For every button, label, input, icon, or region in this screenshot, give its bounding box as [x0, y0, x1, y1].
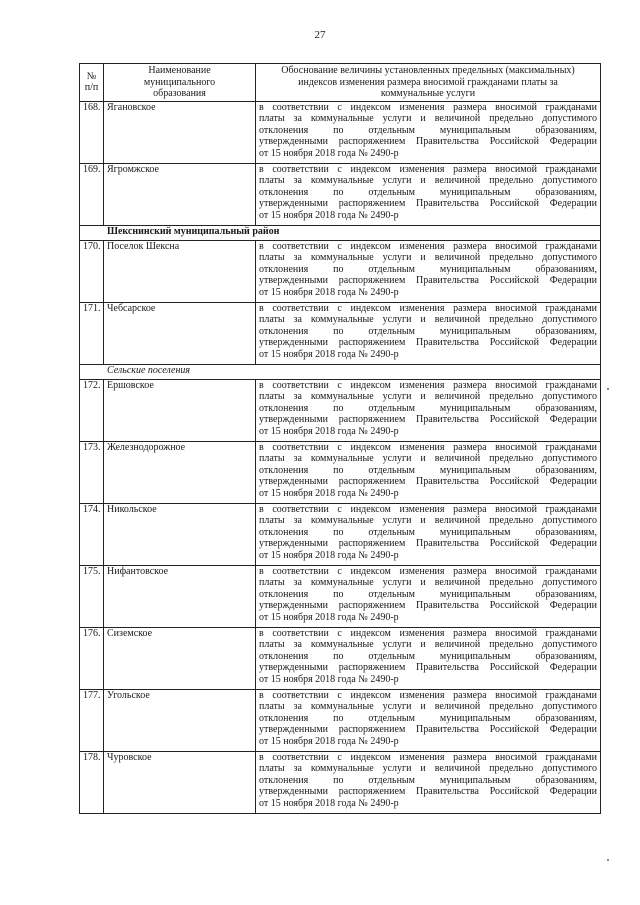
basis-line: отклонения по отдельным муниципальным образованиям, — [259, 402, 597, 414]
section-row — [80, 225, 601, 240]
basis-text — [256, 441, 601, 503]
row-number: 170. — [80, 240, 104, 302]
subsection-row — [80, 364, 601, 379]
basis-line: отклонения по отдельным муниципальным образованиям, — [259, 263, 597, 275]
municipality-name: Ягромжское — [104, 163, 256, 225]
scan-speck — [607, 388, 609, 390]
basis-line: отклонения по отдельным муниципальным образованиям, — [259, 588, 597, 600]
row-number: 172. — [80, 379, 104, 441]
municipality-name: Ершовское — [104, 379, 256, 441]
basis-line: в соответствии с индексом изменения размера вносимой гражданами — [259, 689, 597, 701]
basis-line: в соответствии с индексом изменения размера вносимой гражданами — [259, 240, 597, 252]
table-row — [80, 101, 601, 163]
basis-line: утвержденными распоряжением Правительства Российской Федерации — [259, 337, 597, 348]
basis-text — [256, 163, 601, 225]
basis-line: от 15 ноября 2018 года № 2490-р — [259, 735, 399, 747]
municipality-name: Нифантовское — [104, 565, 256, 627]
basis-line: утвержденными распоряжением Правительства Российской Федерации — [259, 275, 597, 286]
basis-line: от 15 ноября 2018 года № 2490-р — [259, 797, 399, 809]
table-row — [80, 751, 601, 813]
subsection-label: Сельские поселения — [80, 364, 601, 379]
basis-line: платы за коммунальные услуги и величиной предельно допустимого — [259, 175, 597, 186]
header-num — [80, 64, 104, 102]
basis-line: платы за коммунальные услуги и величиной предельно допустимого — [259, 391, 597, 402]
row-number: 178. — [80, 751, 104, 813]
basis-line: отклонения по отдельным муниципальным образованиям, — [259, 124, 597, 136]
row-number: 169. — [80, 163, 104, 225]
basis-line: платы за коммунальные услуги и величиной предельно допустимого — [259, 701, 597, 712]
basis-line: утвержденными распоряжением Правительства Российской Федерации — [259, 136, 597, 147]
basis-text — [256, 503, 601, 565]
basis-line: утвержденными распоряжением Правительства Российской Федерации — [259, 786, 597, 797]
row-number: 173. — [80, 441, 104, 503]
basis-line: платы за коммунальные услуги и величиной предельно допустимого — [259, 515, 597, 526]
basis-line: в соответствии с индексом изменения размера вносимой гражданами — [259, 751, 597, 763]
basis-line: платы за коммунальные услуги и величиной предельно допустимого — [259, 252, 597, 263]
basis-line: в соответствии с индексом изменения размера вносимой гражданами — [259, 441, 597, 453]
basis-line: утвержденными распоряжением Правительства Российской Федерации — [259, 600, 597, 611]
basis-line: платы за коммунальные услуги и величиной предельно допустимого — [259, 453, 597, 464]
basis-line: от 15 ноября 2018 года № 2490-р — [259, 425, 399, 437]
basis-line: платы за коммунальные услуги и величиной предельно допустимого — [259, 577, 597, 588]
basis-text — [256, 101, 601, 163]
basis-line: платы за коммунальные услуги и величиной предельно допустимого — [259, 314, 597, 325]
municipality-name: Никольское — [104, 503, 256, 565]
basis-line: платы за коммунальные услуги и величиной предельно допустимого — [259, 763, 597, 774]
basis-line: отклонения по отдельным муниципальным образованиям, — [259, 325, 597, 337]
header-basis-label: Обоснование величины установленных предельных (максимальных) индексов изменения размера вносимой гражданами платы за коммунальные услуги — [281, 65, 575, 99]
basis-text — [256, 751, 601, 813]
row-number: 174. — [80, 503, 104, 565]
basis-line: в соответствии с индексом изменения размера вносимой гражданами — [259, 101, 597, 113]
basis-text — [256, 379, 601, 441]
row-number: 171. — [80, 302, 104, 364]
basis-line: в соответствии с индексом изменения размера вносимой гражданами — [259, 565, 597, 577]
table-row — [80, 441, 601, 503]
table-row — [80, 379, 601, 441]
basis-line: в соответствии с индексом изменения размера вносимой гражданами — [259, 503, 597, 515]
municipality-name: Чуровское — [104, 751, 256, 813]
basis-line: от 15 ноября 2018 года № 2490-р — [259, 673, 399, 685]
basis-text — [256, 565, 601, 627]
table-body — [80, 101, 601, 813]
municipality-name: Чебсарское — [104, 302, 256, 364]
header-name-label: Наименование муниципального образования — [143, 65, 216, 99]
municipality-name: Сиземское — [104, 627, 256, 689]
basis-line: в соответствии с индексом изменения размера вносимой гражданами — [259, 302, 597, 314]
basis-text — [256, 240, 601, 302]
basis-line: отклонения по отдельным муниципальным образованиям, — [259, 526, 597, 538]
row-number: 177. — [80, 689, 104, 751]
municipal-index-table — [79, 63, 601, 814]
basis-line: от 15 ноября 2018 года № 2490-р — [259, 611, 399, 623]
table-row — [80, 503, 601, 565]
header-basis — [256, 64, 601, 102]
municipality-name: Угольское — [104, 689, 256, 751]
table-row — [80, 240, 601, 302]
section-label: Шекснинский муниципальный район — [80, 225, 601, 240]
header-num-label: № п/п — [84, 70, 99, 94]
basis-line: от 15 ноября 2018 года № 2490-р — [259, 348, 399, 360]
basis-text — [256, 627, 601, 689]
table-row — [80, 302, 601, 364]
table-row — [80, 565, 601, 627]
basis-line: утвержденными распоряжением Правительства Российской Федерации — [259, 414, 597, 425]
header-name — [104, 64, 256, 102]
basis-text — [256, 302, 601, 364]
basis-line: утвержденными распоряжением Правительства Российской Федерации — [259, 662, 597, 673]
basis-line: утвержденными распоряжением Правительства Российской Федерации — [259, 724, 597, 735]
basis-line: платы за коммунальные услуги и величиной предельно допустимого — [259, 639, 597, 650]
row-number: 175. — [80, 565, 104, 627]
row-number: 168. — [80, 101, 104, 163]
basis-line: в соответствии с индексом изменения размера вносимой гражданами — [259, 163, 597, 175]
basis-line: утвержденными распоряжением Правительства Российской Федерации — [259, 476, 597, 487]
basis-line: в соответствии с индексом изменения размера вносимой гражданами — [259, 627, 597, 639]
municipality-name: Железнодорожное — [104, 441, 256, 503]
table-row — [80, 689, 601, 751]
scan-speck — [607, 859, 609, 861]
municipality-name: Поселок Шексна — [104, 240, 256, 302]
basis-text — [256, 689, 601, 751]
basis-line: отклонения по отдельным муниципальным образованиям, — [259, 774, 597, 786]
municipality-name: Ягановское — [104, 101, 256, 163]
basis-line: от 15 ноября 2018 года № 2490-р — [259, 549, 399, 561]
basis-line: отклонения по отдельным муниципальным образованиям, — [259, 650, 597, 662]
basis-line: от 15 ноября 2018 года № 2490-р — [259, 487, 399, 499]
basis-line: утвержденными распоряжением Правительства Российской Федерации — [259, 198, 597, 209]
basis-line: отклонения по отдельным муниципальным образованиям, — [259, 186, 597, 198]
basis-line: отклонения по отдельным муниципальным образованиям, — [259, 464, 597, 476]
basis-line: от 15 ноября 2018 года № 2490-р — [259, 286, 399, 298]
row-number: 176. — [80, 627, 104, 689]
basis-line: платы за коммунальные услуги и величиной предельно допустимого — [259, 113, 597, 124]
table-header-row — [80, 64, 601, 102]
basis-line: в соответствии с индексом изменения размера вносимой гражданами — [259, 379, 597, 391]
basis-line: утвержденными распоряжением Правительства Российской Федерации — [259, 538, 597, 549]
basis-line: от 15 ноября 2018 года № 2490-р — [259, 147, 399, 159]
page-number: 27 — [314, 29, 326, 41]
basis-line: от 15 ноября 2018 года № 2490-р — [259, 209, 399, 221]
table-row — [80, 627, 601, 689]
table-row — [80, 163, 601, 225]
basis-line: отклонения по отдельным муниципальным образованиям, — [259, 712, 597, 724]
